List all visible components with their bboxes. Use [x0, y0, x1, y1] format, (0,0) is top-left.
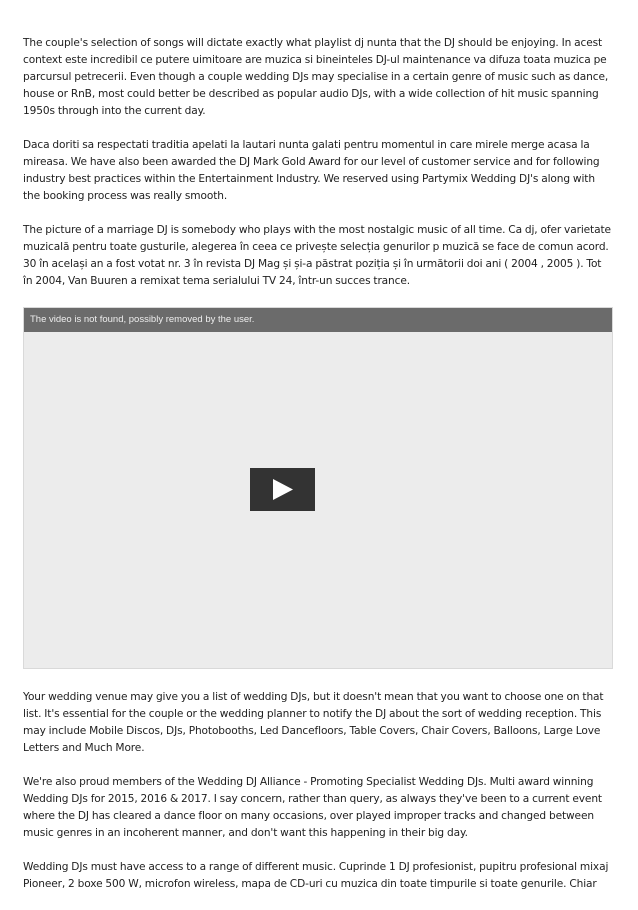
play-button[interactable] [250, 468, 315, 511]
paragraph-5: We're also proud members of the Wedding DJ Alliance - Promoting Specialist Wedding DJs. Multi award winning Wedding DJs for 2015, 2016 & 2017. I say concern, rather than query, as always they've been to a current event where the DJ has cleared a dance floor on many occasions, over played improper tracks and changed between music genres in an incoherent manner, and don't want this happening in their big day. [23, 776, 602, 839]
paragraph-1: The couple's selection of songs will dictate exactly what playlist dj nunta that the DJ should be enjoying. In acest context este incredibil ce putere uimitoare are muzica si bineinteles DJ-ul maintenance va difuza toata muzica pe parcursul petrecerii. Even though a couple wedding DJs may specialise in a certain genre of music such as dance, house or RnB, most could better be described as popular audio DJs, with a wide collection of hit music spanning 1950s through into the current day. [23, 37, 609, 117]
paragraph-3: The picture of a marriage DJ is somebody who plays with the most nostalgic music of all time. Ca dj, ofer varietate muzicală pentru toate gusturile, alegerea în ceea ce privește selecția genurilor p muzică se face de comun acord. 30 în același an a fost votat nr. 3 în revista DJ Mag și și-a păstrat poziția și în următorii doi ani ( 2004 , 2005 ). Tot în 2004, Van Buuren a remixat tema serialului TV 24, într-un succes trance. [23, 224, 611, 287]
document-page [23, 35, 617, 910]
video-error-message: The video is not found, possibly removed by the user. [30, 314, 255, 325]
paragraph-4: Your wedding venue may give you a list of wedding DJs, but it doesn't mean that you want to choose one on that list. It's essential for the couple or the wedding planner to notify the DJ about the sort of wedding reception. This may include Mobile Discos, DJs, Photobooths, Led Dancefloors, Table Covers, Chair Covers, Balloons, Large Love Letters and Much More. [23, 691, 604, 754]
video-error-bar [24, 308, 612, 332]
play-icon [272, 479, 293, 500]
paragraph-2: Daca doriti sa respectati traditia apelati la lautari nunta galati pentru momentul in care mirele merge acasa la mireasa. We have also been awarded the DJ Mark Gold Award for our level of customer service and for following industry best practices within the Entertainment Industry. We reserved using Partymix Wedding DJ's along with the booking process was really smooth. [23, 139, 600, 202]
embedded-video-player[interactable] [23, 307, 613, 669]
paragraph-6: Wedding DJs must have access to a range of different music. Cuprinde 1 DJ profesionist, pupitru profesional mixaj Pioneer, 2 boxe 500 W, microfon wireless, mapa de CD-uri cu muzica din toate timpurile si toate genurile. Chiar [23, 861, 609, 890]
